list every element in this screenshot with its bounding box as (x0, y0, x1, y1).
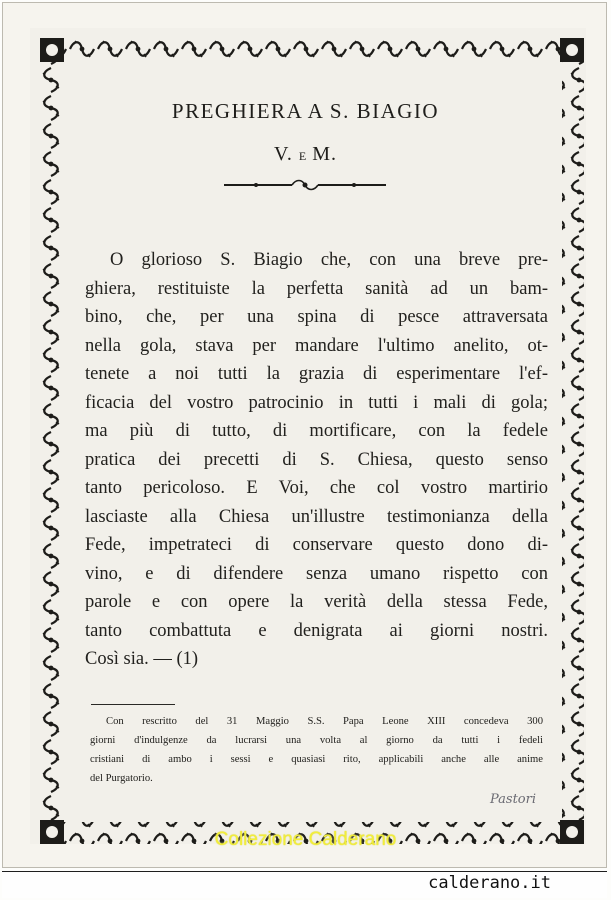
prayer-line: tenete a noi tutti la grazia di esperimentare l'ef- (85, 364, 548, 384)
prayer-line: O glorioso S. Biagio che, con una breve pre- (110, 250, 548, 270)
footnote (90, 712, 543, 788)
subtitle-e: E (298, 149, 307, 163)
footnote-line: Con rescritto del 31 Maggio S.S. Papa Leone XIII concedeva 300 (106, 716, 543, 727)
prayer-line: tanto pericoloso. E Voi, che col vostro martirio (85, 478, 548, 498)
footnote-rule (91, 704, 175, 705)
prayer-text (85, 246, 548, 674)
prayer-line: tanto combattuta e denigrata ai giorni nostri. (85, 620, 548, 641)
subtitle-m: M. (312, 143, 337, 165)
title-ornament (222, 176, 388, 194)
footnote-line: giorni d'indulgenze da lucrarsi una volta al giorno da tutti i fedeli (90, 735, 543, 746)
prayer-line: Così sia. — (1) (85, 649, 199, 669)
prayer-line: ghiera, restituiste la perfetta sanità ad un bam- (85, 278, 548, 299)
prayer-line: ficacia del vostro patrocinio in tutti i mali di gola; (85, 392, 548, 413)
prayer-subtitle (0, 143, 611, 166)
prayer-line: vino, e di difendere senza umano rispetto con (85, 563, 548, 584)
prayer-line: parole e con opere la verità della stessa Fede, (85, 592, 548, 612)
subtitle-v: V. (273, 143, 293, 165)
prayer-line: Fede, impetrateci di conservare questo dono di- (85, 535, 548, 555)
footnote-line: del Purgatorio. (90, 773, 153, 784)
prayer-title: PREGHIERA A S. BIAGIO (171, 99, 440, 123)
prayer-line: nella gola, stava per mandare l'ultimo anelito, ot- (85, 335, 548, 356)
prayer-line: lasciaste alla Chiesa un'illustre testimonianza della (85, 506, 548, 527)
collection-watermark: Collezione Calderano (214, 829, 397, 850)
site-url[interactable]: calderano.it (428, 873, 551, 893)
signature: Pastori (490, 792, 537, 807)
footnote-line: cristiani di ambo i sessi e quasiasi rito, applicabili anche alle anime (90, 754, 543, 765)
prayer-line: pratica dei precetti di S. Chiesa, questo senso (85, 449, 548, 470)
prayer-line: ma più di tutto, di mortificare, con la fedele (85, 421, 548, 441)
prayer-line: bino, che, per una spina di pesce attraversata (85, 307, 548, 327)
